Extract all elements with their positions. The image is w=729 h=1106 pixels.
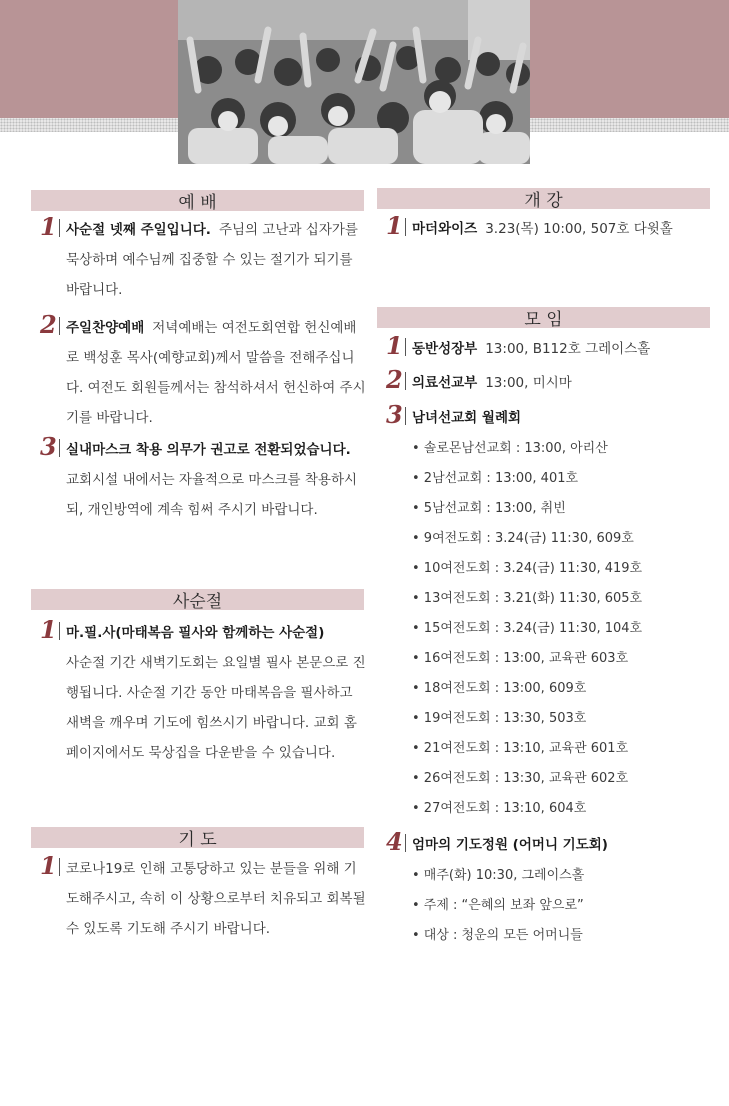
item-number: 2 — [40, 310, 57, 339]
list-item: • 솔로몬남선교회 : 13:00, 아리산 — [412, 441, 608, 456]
item-divider — [59, 317, 60, 335]
section-header-worship — [31, 190, 364, 211]
item-body — [66, 854, 366, 944]
item-body — [412, 334, 716, 364]
list-item: • 15여전도회 : 3.24(금) 11:30, 104호 — [412, 621, 643, 636]
item-title: 엄마의 기도정원 (어머니 기도회) — [412, 837, 608, 853]
item-body — [412, 368, 716, 398]
item-title: 마.필.사(마태복음 필사와 함께하는 사순절) — [66, 625, 325, 641]
item-number: 3 — [386, 400, 403, 429]
section-title: 기 도 — [178, 830, 217, 850]
item-body — [66, 435, 366, 525]
prayer-item-1 — [40, 851, 366, 944]
item-text: 사순절 기간 새벽기도회는 요일별 필사 본문으로 진행됩니다. 사순절 기간 동안 마태복음을 필사하고 새벽을 깨우며 기도에 힘쓰시기 바랍니다. 교회 홈페이지에서도 묵상집을 다운받을 수 있습니다. — [66, 655, 366, 761]
item-title: 남녀선교회 월례회 — [412, 410, 522, 426]
list-item: • 16여전도회 : 13:00, 교육관 603호 — [412, 651, 629, 666]
item-text: 13:00, B112호 그레이스홀 — [485, 341, 651, 357]
list-item: • 26여전도회 : 13:30, 교육관 602호 — [412, 771, 629, 786]
meetings-item-2 — [386, 365, 716, 398]
section-header-prayer — [31, 827, 364, 848]
item-text: 3.23(목) 10:00, 507호 다윗홀 — [485, 221, 673, 237]
photo-crowd-illustration — [178, 0, 530, 164]
list-item: • 2남선교회 : 13:00, 401호 — [412, 471, 579, 486]
worship-photo — [178, 0, 530, 164]
item-divider — [59, 622, 60, 640]
list-item: • 5남선교회 : 13:00, 취빈 — [412, 501, 566, 516]
section-header-opening — [377, 188, 710, 209]
item-divider — [59, 219, 60, 237]
item-body — [66, 618, 366, 768]
item-divider — [59, 439, 60, 457]
section-title: 예 배 — [178, 193, 217, 213]
meetings-item-4 — [386, 827, 716, 860]
item-title: 동반성장부 — [412, 341, 478, 357]
item-divider — [405, 407, 406, 425]
item-number: 1 — [40, 615, 57, 644]
item-title: 실내마스크 착용 의무가 권고로 전환되었습니다. — [66, 442, 351, 458]
item-number: 1 — [386, 211, 403, 240]
meetings-item-1 — [386, 331, 716, 364]
section-title: 모 임 — [524, 310, 563, 330]
list-item: • 대상 : 청운의 모든 어머니들 — [412, 928, 583, 943]
item-title: 주일찬양예배 — [66, 320, 145, 336]
list-item: • 13여전도회 : 3.21(화) 11:30, 605호 — [412, 591, 643, 606]
item-text: 교회시설 내에서는 자율적으로 마스크를 착용하시되, 개인방역에 계속 힘써 주시기 바랍니다. — [66, 472, 358, 518]
item-body — [412, 830, 716, 860]
lent-item-1 — [40, 615, 366, 768]
worship-item-3 — [40, 432, 366, 525]
worship-item-1 — [40, 212, 366, 305]
item-body — [412, 403, 716, 433]
item-text: 코로나19로 인해 고통당하고 있는 분들을 위해 기도해주시고, 속히 이 상황으로부터 치유되고 회복될 수 있도록 기도해 주시기 바랍니다. — [66, 861, 366, 937]
item-number: 3 — [40, 432, 57, 461]
section-header-meetings — [377, 307, 710, 328]
item-number: 1 — [386, 331, 403, 360]
section-header-lent — [31, 589, 364, 610]
item-number: 2 — [386, 365, 403, 394]
item-body — [66, 313, 366, 433]
list-item: • 매주(화) 10:30, 그레이스홀 — [412, 868, 585, 883]
item-divider — [59, 858, 60, 876]
item-divider — [405, 218, 406, 236]
mission-meetings-list — [412, 434, 642, 824]
list-item: • 18여전도회 : 13:00, 609호 — [412, 681, 587, 696]
list-item: • 19여전도회 : 13:30, 503호 — [412, 711, 587, 726]
item-number: 1 — [40, 212, 57, 241]
mother-prayer-list — [412, 861, 584, 951]
item-divider — [405, 834, 406, 852]
item-text: 저녁예배는 여전도회연합 헌신예배로 백성훈 목사(예향교회)께서 말씀을 전해주십니다. 여전도 회원들께서는 참석하셔서 헌신하여 주시기를 바랍니다. — [66, 320, 366, 426]
item-title: 의료선교부 — [412, 375, 478, 391]
worship-item-2 — [40, 310, 366, 433]
item-title: 마더와이즈 — [412, 221, 478, 237]
list-item: • 주제 : “은혜의 보좌 앞으로” — [412, 898, 584, 913]
item-divider — [405, 338, 406, 356]
item-text: 13:00, 미시마 — [485, 375, 572, 391]
list-item: • 10여전도회 : 3.24(금) 11:30, 419호 — [412, 561, 643, 576]
item-number: 4 — [386, 827, 403, 856]
item-divider — [405, 372, 406, 390]
meetings-item-3 — [386, 400, 716, 433]
item-body — [66, 215, 366, 305]
item-title: 사순절 넷째 주일입니다. — [66, 222, 211, 238]
item-number: 1 — [40, 851, 57, 880]
item-text: 주님의 고난과 십자가를 묵상하며 예수님께 집중할 수 있는 절기가 되기를 바랍니다. — [66, 222, 358, 298]
list-item: • 27여전도회 : 13:10, 604호 — [412, 801, 587, 816]
list-item: • 21여전도회 : 13:10, 교육관 601호 — [412, 741, 629, 756]
list-item: • 9여전도회 : 3.24(금) 11:30, 609호 — [412, 531, 634, 546]
opening-item-1 — [386, 211, 716, 244]
section-title: 개 강 — [524, 191, 563, 211]
section-title: 사순절 — [172, 592, 223, 612]
item-body — [412, 214, 716, 244]
